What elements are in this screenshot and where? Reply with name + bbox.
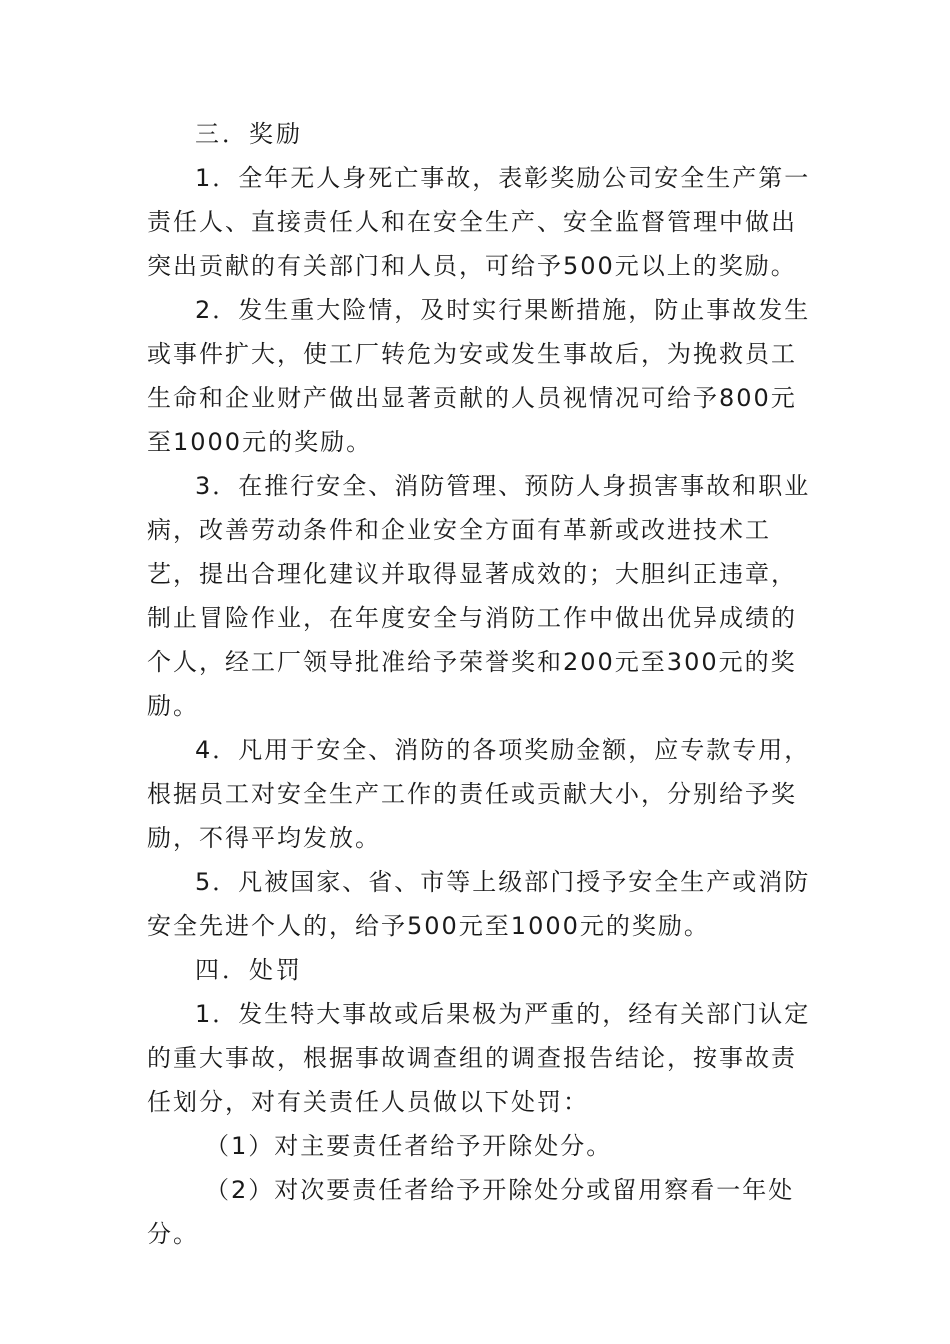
paragraph-penalty-1-item-1: （1）对主要责任者给予开除处分。 <box>205 1132 613 1160</box>
paragraph-reward-2: 2．发生重大险情，及时实行果断措施，防止事故发生或事件扩大，使工厂转危为安或发生事故后，为挽救员工生命和企业财产做出显著贡献的人员视情况可给予800元至1000元的奖励。 <box>147 296 811 456</box>
section-heading-penalties: 四．处罚 <box>195 956 303 984</box>
document-body <box>147 112 817 1256</box>
section-heading-rewards: 三．奖励 <box>195 120 303 148</box>
paragraph-reward-3: 3．在推行安全、消防管理、预防人身损害事故和职业病，改善劳动条件和企业安全方面有革新或改进技术工艺，提出合理化建议并取得显著成效的；大胆纠正违章，制止冒险作业，在年度安全与消防工作中做出优异成绩的个人，经工厂领导批准给予荣誉奖和200元至300元的奖励。 <box>147 472 811 720</box>
paragraph-reward-5: 5．凡被国家、省、市等上级部门授予安全生产或消防安全先进个人的，给予500元至1000元的奖励。 <box>147 868 811 940</box>
paragraph-reward-4: 4．凡用于安全、消防的各项奖励金额，应专款专用，根据员工对安全生产工作的责任或贡献大小，分别给予奖励，不得平均发放。 <box>147 736 811 852</box>
paragraph-penalty-1-item-2: （2）对次要责任者给予开除处分或留用察看一年处分。 <box>147 1176 795 1248</box>
paragraph-reward-1: 1．全年无人身死亡事故，表彰奖励公司安全生产第一责任人、直接责任人和在安全生产、安全监督管理中做出突出贡献的有关部门和人员，可给予500元以上的奖励。 <box>147 164 811 280</box>
paragraph-penalty-1: 1．发生特大事故或后果极为严重的，经有关部门认定的重大事故，根据事故调查组的调查报告结论，按事故责任划分，对有关责任人员做以下处罚： <box>147 1000 811 1116</box>
